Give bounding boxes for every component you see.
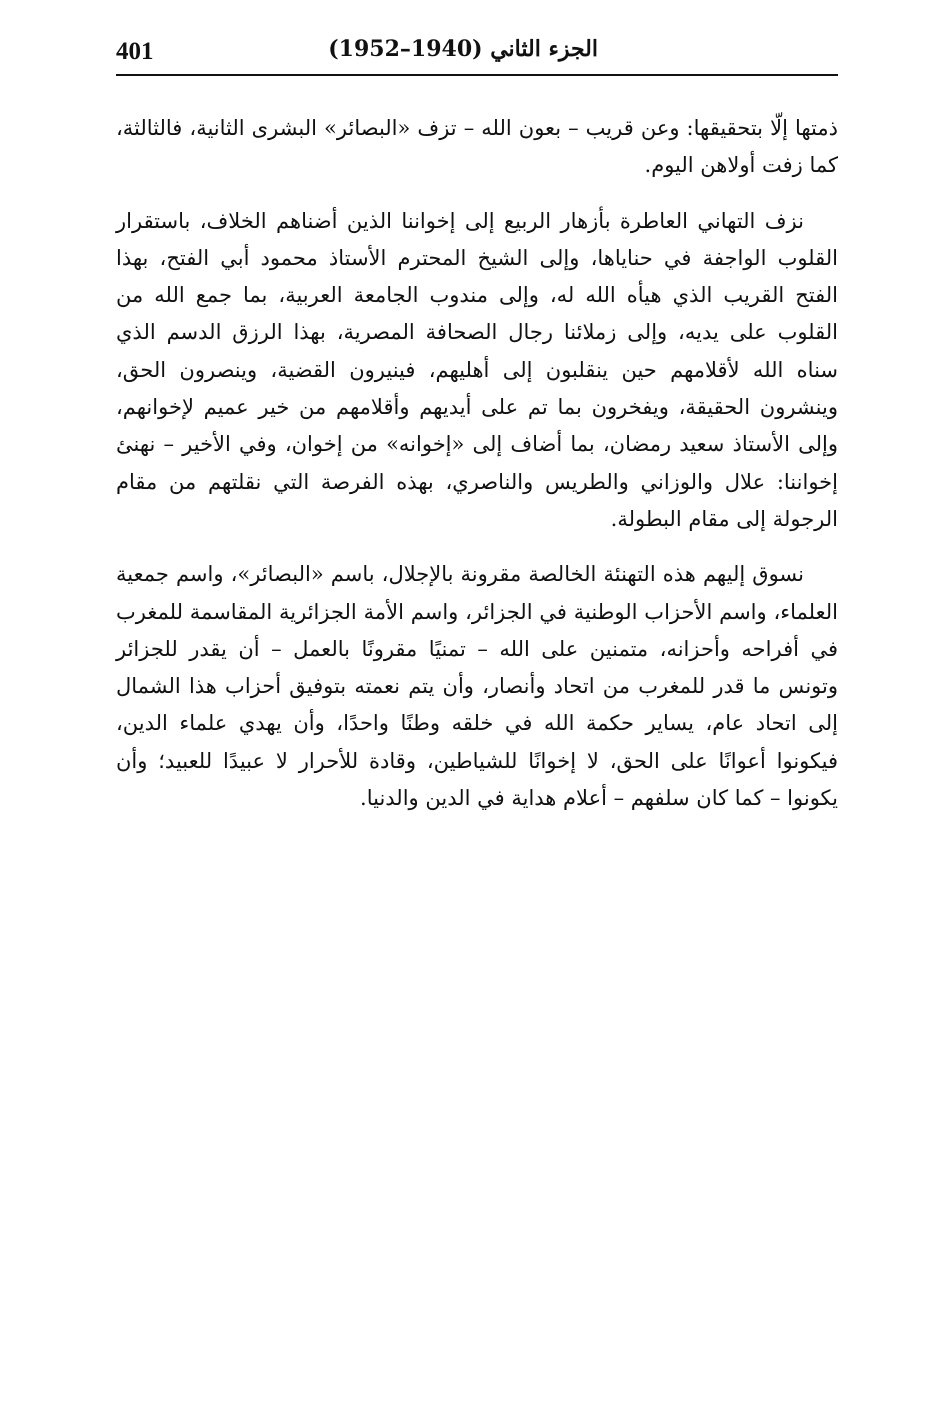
header-rule: [116, 74, 838, 76]
paragraph-3: نسوق إليهم هذه التهنئة الخالصة مقرونة بالإجلال، باسم «البصائر»، واسم جمعية العلماء، واسم الأحزاب الوطنية في الجزائر، واسم الأمة الجزائرية المقاسمة للمغرب في أفراحه وأحزانه، متمنين على الله – تمنيًا مقرونًا بالعمل – أن يقدر للجزائر وتونس ما قدر للمغرب من اتحاد وأنصار، وأن يتم نعمته بتوفيق أحزاب هذا الشمال إلى اتحاد عام، يساير حكمة الله في خلقه وطنًا واحدًا، وأن يهدي علماء الدين، فيكونوا أعوانًا على الحق، لا إخوانًا للشياطين، وقادة للأحرار لا عبيدًا للعبيد؛ وأن يكونوا – كما كان سلفهم – أعلام هداية في الدين والدنيا.: [116, 562, 838, 811]
paragraph-1: ذمتها إلّا بتحقيقها: وعن قريب – بعون الله – تزف «البصائر» البشرى الثانية، فالثالثة، كما زفت أولاهن اليوم.: [116, 116, 838, 178]
page-number: 401: [116, 38, 154, 65]
body-text: [116, 110, 838, 835]
paragraph-2: نزف التهاني العاطرة بأزهار الربيع إلى إخواننا الذين أضناهم الخلاف، باستقرار القلوب الواجفة في حناياها، وإلى الشيخ المحترم الأستاذ محمود أبي الفتح، بهذا الفتح القريب الذي هيأه الله له، وإلى مندوب الجامعة العربية، بما جمع الله من القلوب على يديه، وإلى زملائنا رجال الصحافة المصرية، بهذا الرزق الدسم الذي سناه الله لأقلامهم حين ينقلبون إلى أهليهم، فينيرون القضية، وينصرون الحق، وينشرون الحقيقة، ويفخرون بما تم على أيديهم وأقلامهم من خير عميم لإخوانهم، وإلى الأستاذ سعيد رمضان، بما أضاف إلى «إخوانه» من إخوان، وفي الأخير – نهنئ إخواننا: علال والوزاني والطريس والناصري، بهذه الفرصة التي نقلتهم من مقام الرجولة إلى مقام البطولة.: [116, 208, 838, 531]
page-header: [116, 36, 838, 72]
running-title: الجزء الثاني (1940–1952): [328, 36, 598, 62]
